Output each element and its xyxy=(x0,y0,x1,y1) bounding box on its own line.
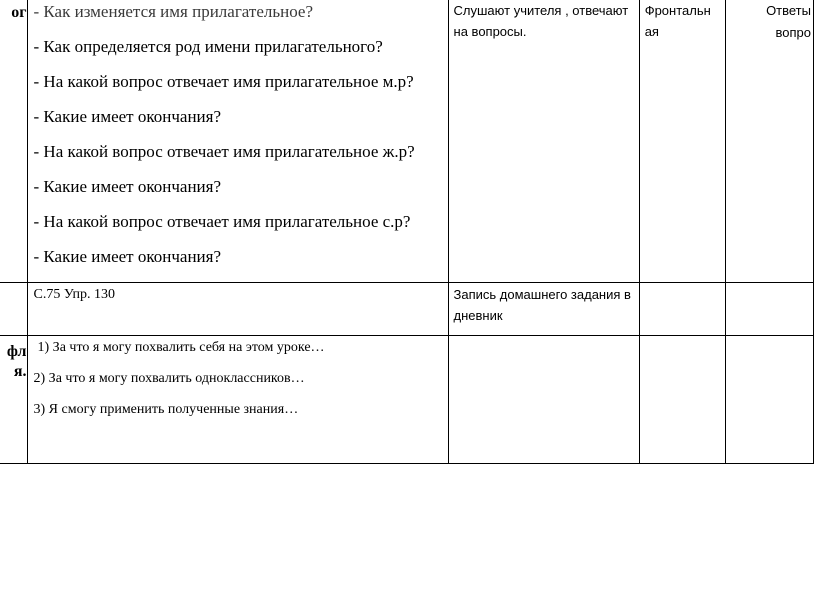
question-item: - Какие имеет окончания? xyxy=(33,177,222,196)
student-activity-cell xyxy=(448,283,639,336)
stage-label: ог xyxy=(11,4,27,21)
stage-cell xyxy=(0,283,27,336)
question-item: - Какие имеет окончания? xyxy=(33,247,222,266)
work-form-cell xyxy=(639,283,725,336)
stage-label: я. xyxy=(13,363,27,380)
question-item: - Как определяется род имени прилагательного? xyxy=(33,37,383,56)
questions-cell xyxy=(27,0,448,283)
question-item: - На какой вопрос отвечает имя прилагательное м.р? xyxy=(33,72,414,91)
question-item: - Какие имеет окончания? xyxy=(33,107,222,126)
result-cell xyxy=(726,283,814,336)
student-activity-text: Запись домашнего задания в дневник xyxy=(453,287,631,323)
student-activity-text: Слушают учителя , отвечают на вопросы. xyxy=(453,3,629,39)
table-row-homework xyxy=(0,283,814,336)
result-cell xyxy=(726,0,814,283)
reflection-item: 1) За что я могу похвалить себя на этом уроке… xyxy=(37,340,325,355)
work-form-cell xyxy=(639,0,725,283)
homework-text: С.75 Упр. 130 xyxy=(33,287,116,302)
reflection-cell xyxy=(27,336,448,464)
table-row-reflection xyxy=(0,336,814,464)
work-form-text: Фронтальн ая xyxy=(644,3,711,39)
stage-label: фл xyxy=(6,343,27,360)
stage-cell xyxy=(0,0,27,283)
reflection-item: 2) За что я могу похвалить одноклассников… xyxy=(33,371,305,386)
stage-cell xyxy=(0,336,27,464)
question-item: - На какой вопрос отвечает имя прилагательное ж.р? xyxy=(33,142,415,161)
homework-cell xyxy=(27,283,448,336)
table-row-questions xyxy=(0,0,814,283)
result-cell xyxy=(726,336,814,464)
question-item: - Как изменяется имя прилагательное? xyxy=(33,2,314,21)
student-activity-cell xyxy=(448,0,639,283)
student-activity-cell xyxy=(448,336,639,464)
result-text-line: Ответы xyxy=(766,3,811,18)
reflection-item: 3) Я смогу применить полученные знания… xyxy=(33,402,299,417)
question-item: - На какой вопрос отвечает имя прилагательное с.р? xyxy=(33,212,411,231)
result-text-line: вопро xyxy=(775,25,811,40)
work-form-cell xyxy=(639,336,725,464)
